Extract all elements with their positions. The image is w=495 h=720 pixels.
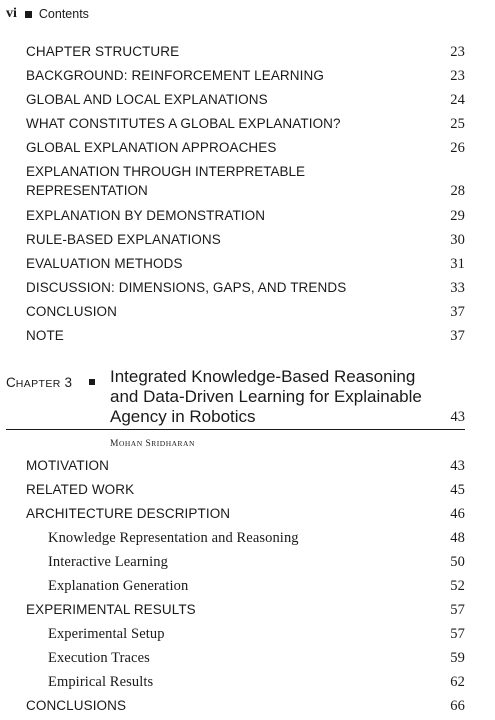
toc-entry-page: 52 [450, 578, 465, 594]
toc-entry[interactable] [26, 44, 465, 61]
chapter-number: 3 [64, 375, 73, 390]
toc-entry-page: 62 [450, 674, 465, 690]
toc-entry[interactable] [26, 232, 465, 249]
toc-entry-title: DISCUSSION: DIMENSIONS, GAPS, AND TRENDS [26, 280, 347, 295]
toc-entry-title: Experimental Setup [48, 626, 165, 642]
toc-entry-title: EXPLANATION THROUGH INTERPRETABLE [26, 164, 306, 179]
author-initial: M [110, 439, 119, 449]
toc-entry-page: 23 [450, 68, 465, 84]
toc-entry-title: WHAT CONSTITUTES A GLOBAL EXPLANATION? [26, 116, 341, 131]
toc-entry[interactable] [26, 256, 465, 273]
toc-entry-page: 59 [450, 650, 465, 666]
bullet-square-icon [25, 11, 32, 18]
toc-entry-page: 50 [450, 554, 465, 570]
toc-subentry[interactable] [48, 578, 465, 595]
toc-entry[interactable] [26, 116, 465, 133]
toc-entry-title: GLOBAL EXPLANATION APPROACHES [26, 140, 277, 155]
toc-entry-page: 28 [450, 183, 465, 199]
toc-subentry[interactable] [48, 650, 465, 667]
toc-entry-title: BACKGROUND: REINFORCEMENT LEARNING [26, 68, 324, 83]
toc-entry-title: Explanation Generation [48, 578, 189, 594]
toc-entry-page: 46 [450, 506, 465, 522]
toc-entry[interactable] [26, 208, 465, 225]
toc-entry-title: RULE-BASED EXPLANATIONS [26, 232, 221, 247]
toc-entry-page: 48 [450, 530, 465, 546]
chapter-title-line: Agency in Robotics [110, 407, 256, 426]
section-label: Contents [38, 7, 89, 21]
toc-subentry[interactable] [48, 626, 465, 643]
toc-entry-title: CONCLUSIONS [26, 698, 127, 713]
toc-entry-title-continued: REPRESENTATION [26, 183, 148, 198]
chapter-page: 43 [450, 409, 465, 425]
toc-entry[interactable] [26, 602, 465, 619]
toc-entry[interactable] [26, 68, 465, 85]
toc-entry-page: 66 [450, 698, 465, 714]
toc-entry-page: 45 [450, 482, 465, 498]
toc-entry-title: MOTIVATION [26, 458, 109, 473]
toc-entry[interactable] [26, 92, 465, 109]
toc-entry-title: CHAPTER STRUCTURE [26, 44, 180, 59]
toc-entry-title: RELATED WORK [26, 482, 135, 497]
toc-entry-page: 24 [450, 92, 465, 108]
toc-entry-title: GLOBAL AND LOCAL EXPLANATIONS [26, 92, 268, 107]
toc-entry-page: 25 [450, 116, 465, 132]
chapter-label-initial: C [6, 375, 16, 390]
toc-entry-page: 37 [450, 328, 465, 344]
toc-entry-page: 26 [450, 140, 465, 156]
toc-entry[interactable] [26, 280, 465, 297]
divider [6, 429, 465, 430]
toc-subentry[interactable] [48, 530, 465, 547]
toc-entry[interactable] [26, 458, 465, 475]
chapter-title-line: and Data-Driven Learning for Explainable [110, 387, 422, 406]
chapter-label [6, 375, 72, 390]
chapter-title [110, 367, 440, 427]
chapter-title-line: Integrated Knowledge-Based Reasoning [110, 367, 416, 386]
toc-entry-page: 30 [450, 232, 465, 248]
toc-entry-title: NOTE [26, 328, 64, 343]
toc-entry-page: 57 [450, 626, 465, 642]
author-initial: S [145, 439, 152, 449]
toc-entry-page: 43 [450, 458, 465, 474]
bullet-square-icon [89, 379, 95, 385]
toc-entry-page: 57 [450, 602, 465, 618]
toc-entry-page: 37 [450, 304, 465, 320]
toc-entry-title: EXPLANATION BY DEMONSTRATION [26, 208, 266, 223]
toc-entry-page: 29 [450, 208, 465, 224]
chapter-author [110, 439, 195, 449]
toc-entry-title: Execution Traces [48, 650, 150, 666]
page-number: vi [6, 6, 17, 21]
toc-entry-page: 23 [450, 44, 465, 60]
toc-subentry[interactable] [48, 554, 465, 571]
toc-entry-page: 31 [450, 256, 465, 272]
toc-entry[interactable] [26, 482, 465, 499]
toc-entry-page: 33 [450, 280, 465, 296]
chapter-label-rest: HAPTER [15, 378, 61, 390]
toc-entry[interactable] [26, 164, 465, 202]
toc-entry[interactable] [26, 698, 465, 715]
toc-entry[interactable] [26, 304, 465, 321]
toc-entry-title: Empirical Results [48, 674, 154, 690]
toc-entry-title: Knowledge Representation and Reasoning [48, 530, 299, 546]
toc-entry[interactable] [26, 328, 465, 345]
author-rest: RIDHARAN [151, 439, 195, 448]
toc-entry-title: EXPERIMENTAL RESULTS [26, 602, 196, 617]
toc-entry-title: Interactive Learning [48, 554, 168, 570]
toc-entry[interactable] [26, 140, 465, 157]
toc-entry-title: EVALUATION METHODS [26, 256, 183, 271]
running-header [6, 5, 89, 23]
toc-entry-title: CONCLUSION [26, 304, 118, 319]
toc-entry[interactable] [26, 506, 465, 523]
toc-entry-title: ARCHITECTURE DESCRIPTION [26, 506, 231, 521]
author-rest: OHAN [118, 439, 143, 448]
toc-subentry[interactable] [48, 674, 465, 691]
